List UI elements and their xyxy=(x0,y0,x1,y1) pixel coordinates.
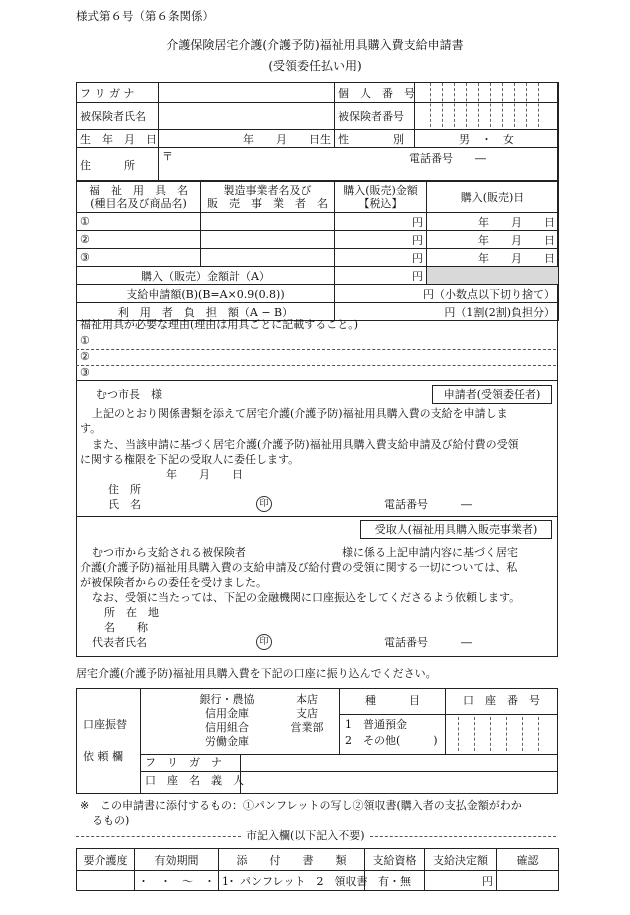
item-maker-field[interactable] xyxy=(201,231,335,249)
shikyu-field[interactable]: 円（小数点以下切り捨て） xyxy=(335,285,559,303)
bank-left-label-2: 依 頼 欄 xyxy=(83,750,123,763)
account-kind-header: 種 目 xyxy=(365,694,420,707)
furigana-field[interactable] xyxy=(159,83,335,103)
kojin-number-boxes xyxy=(418,83,556,127)
validity-header: 有効期間 xyxy=(135,849,219,871)
bank-left-label-1: 口座振替 xyxy=(83,718,127,731)
seal-mark: 印 xyxy=(256,496,272,512)
reason-line-2[interactable]: ② xyxy=(80,350,90,363)
holder-name-label: 口 座 名 義 人 xyxy=(145,774,244,787)
account-number-header: 口 座 番 号 xyxy=(463,694,540,707)
seal-mark: 印 xyxy=(256,634,272,650)
attachment-line-1: この申請書に添付するもの：①パンフレットの写し②領収書(購入者の支払金額がわか xyxy=(100,799,522,812)
office-table xyxy=(76,848,559,891)
reason-section xyxy=(76,317,556,379)
item-date-field[interactable]: 年 月 日 xyxy=(427,231,559,249)
care-level-field[interactable] xyxy=(77,871,135,891)
holder-furigana-field[interactable] xyxy=(241,755,557,771)
decision-amount-header: 支給決定額 xyxy=(425,849,497,871)
receiver-tel: 電話番号 ― xyxy=(384,636,472,649)
item-row xyxy=(77,249,559,267)
institution-types[interactable]: 銀行・農協 信用金庫 信用組合 労働金庫 xyxy=(199,693,255,748)
items-table xyxy=(76,180,559,321)
sex-field[interactable]: 男 ・ 女 xyxy=(415,130,559,148)
request-paragraph-2b: に関する権限を下記の受取人に委任します。 xyxy=(80,453,300,466)
receiver-paragraph-1b: 様に係る上記申請内容に基づく居宅 xyxy=(342,546,518,559)
birth-label: 生 年 月 日 xyxy=(77,130,159,148)
item-row-number: ③ xyxy=(77,249,201,267)
form-title: 介護保険居宅介護(介護予防)福祉用具購入費支給申請書 xyxy=(166,38,464,52)
receiver-paragraph-2: 介護(介護予防)福祉用具購入費の支給申請及び給付費の受領に関する一切については、私 xyxy=(80,561,518,574)
form-number: 様式第６号（第６条関係） xyxy=(76,9,214,23)
item-row xyxy=(77,213,559,231)
attachment-line-2: るもの) xyxy=(92,814,130,827)
attachment-mark: ※ xyxy=(80,799,90,812)
item-row-number: ① xyxy=(77,213,201,231)
item-maker-field[interactable] xyxy=(201,249,335,267)
holder-furigana-label: フ リ ガ ナ xyxy=(145,756,222,769)
item-price-field[interactable]: 円 xyxy=(335,213,427,231)
receiver-location-label: 所 在 地 xyxy=(104,606,159,619)
reason-line-1[interactable]: ① xyxy=(80,334,90,347)
check-field[interactable] xyxy=(497,871,559,891)
total-gray-cell xyxy=(427,267,559,285)
furigana-label: フ リ ガ ナ xyxy=(77,83,159,103)
receiver-paragraph-4: なお、受領に当たっては、下記の金融機関に口座振込をしてくださるよう依頼します。 xyxy=(92,591,521,604)
documents-field[interactable]: 1 パンフレット 2 領収書 xyxy=(219,871,365,891)
validity-field[interactable]: ・ ・ ～ ・ ・ xyxy=(135,871,219,891)
documents-header: 添 付 書 類 xyxy=(219,849,365,871)
item-date-field[interactable]: 年 月 日 xyxy=(427,249,559,267)
form-subtitle: (受領委任払い用) xyxy=(268,59,362,73)
receiver-paragraph-1a: むつ市から支給される被保険者 xyxy=(92,546,246,559)
item-row-number: ② xyxy=(77,231,201,249)
request-paragraph-1b: す。 xyxy=(80,422,102,435)
sex-label: 性 別 xyxy=(335,130,415,148)
total-field[interactable]: 円 xyxy=(335,267,427,285)
item-maker-field[interactable] xyxy=(201,213,335,231)
item-row xyxy=(77,231,559,249)
kojin-label: 個 人 番 号 xyxy=(335,83,415,103)
branch-types[interactable]: 本店 支店 営業部 xyxy=(290,693,324,734)
item-name-header: 福 祉 用 具 名 (種目名及び商品名) xyxy=(77,181,201,213)
name-field[interactable] xyxy=(159,103,335,130)
request-date[interactable]: 年 月 日 xyxy=(166,468,243,481)
hihoban-label: 被保険者番号 xyxy=(335,103,415,130)
maker-header: 製造事業者名及び 販 売 事 業 者 名 xyxy=(201,181,335,213)
item-date-field[interactable]: 年 月 日 xyxy=(427,213,559,231)
check-header: 確認 xyxy=(497,849,559,871)
account-number-boxes[interactable] xyxy=(446,715,557,754)
price-header: 購入(販売)金額 【税込】 xyxy=(335,181,427,213)
holder-name-field[interactable] xyxy=(241,772,557,793)
postal-mark: 〒 xyxy=(162,150,173,163)
reason-line-3[interactable]: ③ xyxy=(80,366,90,379)
address-field[interactable] xyxy=(159,148,559,182)
total-label: 購入（販売）金額計（A） xyxy=(77,267,335,285)
bank-table xyxy=(76,688,558,794)
request-name-label: 氏 名 xyxy=(108,498,141,511)
office-use-label: 市記入欄(以下記入不要) xyxy=(246,829,365,842)
request-tel: 電話番号 ― xyxy=(384,498,472,511)
applicant-tel: 電話番号 ― xyxy=(409,152,486,165)
receiver-rep-label: 代表者氏名 xyxy=(92,636,147,649)
item-price-field[interactable]: 円 xyxy=(335,249,427,267)
item-price-field[interactable]: 円 xyxy=(335,231,427,249)
qualification-header: 支給資格 xyxy=(365,849,425,871)
shikyu-label: 支給申請額(B)(B=A×0.9(0.8)) xyxy=(77,285,335,303)
receiver-paragraph-3: が被保険者からの委任を受けました。 xyxy=(80,576,267,589)
birth-field[interactable]: 年 月 日生 xyxy=(159,130,335,148)
account-kind-1[interactable]: 1 普通預金 xyxy=(345,718,407,731)
receiver-badge: 受取人(福祉用具購入販売事業者) xyxy=(360,520,552,539)
reason-label: 福祉用具が必要な理由(理由は用具ごとに記載すること。) xyxy=(80,318,359,331)
decision-amount-field[interactable]: 円 xyxy=(425,871,497,891)
date-header: 購入(販売)日 xyxy=(427,181,559,213)
futan-label: 利 用 者 負 担 額（A − B） xyxy=(77,303,335,321)
qualification-field[interactable]: 有・無 xyxy=(365,871,425,891)
name-label: 被保険者氏名 xyxy=(77,103,159,130)
account-kind-2[interactable]: 2 その他( ) xyxy=(345,734,438,747)
receiver-name-label: 名 称 xyxy=(104,621,148,634)
request-paragraph-2: また、当該申請に基づく居宅介護(介護予防)福祉用具購入費支給申請及び給付費の受領 xyxy=(92,438,519,451)
care-level-header: 要介護度 xyxy=(77,849,135,871)
bank-note: 居宅介護(介護予防)福祉用具購入費を下記の口座に振り込んでください。 xyxy=(76,667,437,680)
futan-field[interactable]: 円（1割(2割)負担分） xyxy=(335,303,559,321)
mayor-addressee: むつ市長 様 xyxy=(96,388,162,401)
applicant-badge: 申請者(受領委任者) xyxy=(432,385,552,404)
address-label: 住 所 xyxy=(77,148,159,182)
request-paragraph-1: 上記のとおり関係書類を添えて居宅介護(介護予防)福祉用具購入費の支給を申請しま xyxy=(92,407,508,420)
request-address-label: 住 所 xyxy=(108,483,141,496)
